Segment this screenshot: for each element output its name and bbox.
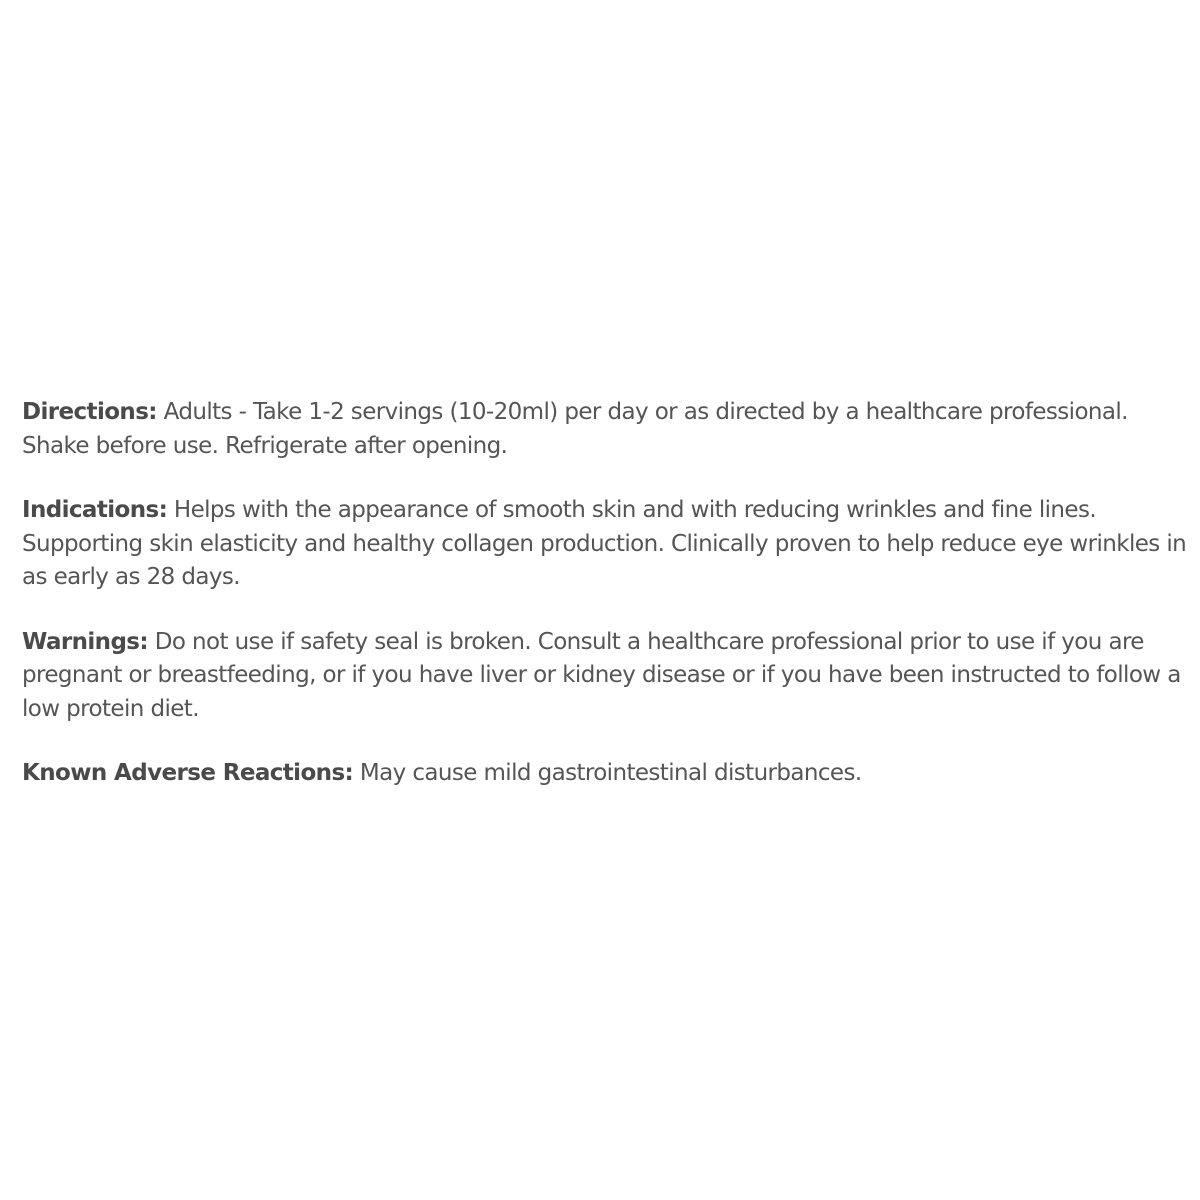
warnings-paragraph xyxy=(22,626,1190,727)
directions-paragraph xyxy=(22,396,1190,463)
directions-label: Directions: xyxy=(22,399,157,425)
directions-text: Adults - Take 1-2 servings (10-20ml) per day or as directed by a healthcare professional. Shake before use. Refrigerate after opening. xyxy=(22,399,1128,459)
warnings-label: Warnings: xyxy=(22,628,148,655)
adverse-reactions-paragraph xyxy=(22,757,1190,791)
indications-label: Indications: xyxy=(22,497,168,523)
product-info xyxy=(22,396,1190,822)
adverse-reactions-label: Known Adverse Reactions: xyxy=(22,760,354,786)
warnings-text: Do not use if safety seal is broken. Consult a healthcare professional prior to use if you are pregnant or breastfeeding, or if you have liver or kidney disease or if you have been instructed to follow a low protein diet. xyxy=(22,628,1181,722)
indications-paragraph xyxy=(22,494,1190,595)
indications-text: Helps with the appearance of smooth skin and with reducing wrinkles and fine lines. Supporting skin elasticity and healthy collagen production. Clinically proven to help reduce eye wrinkles in as early as 28 days. xyxy=(22,497,1187,590)
adverse-reactions-text: May cause mild gastrointestinal disturbances. xyxy=(353,760,862,786)
